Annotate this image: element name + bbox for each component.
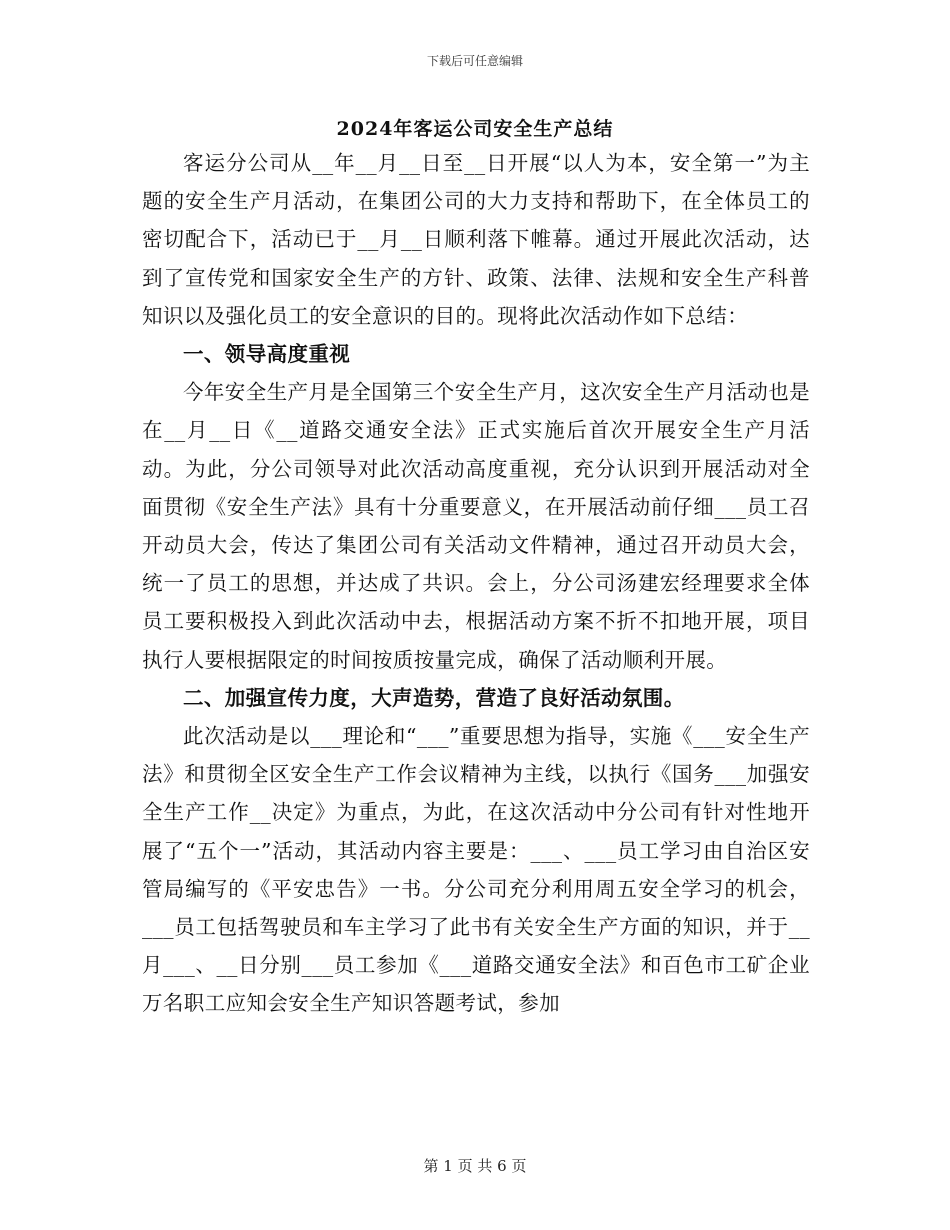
section-heading-1: 一、领导高度重视 xyxy=(183,342,351,367)
page-header-note: 下载后可任意编辑 xyxy=(426,54,523,68)
section-2-paragraph: 此次活动是以___理论和“___”重要思想为指导，实施《___安全生产法》和贯彻全区安全生产工作会议精神为主线，以执行《国务___加强安全生产工作__决定》为重点，为此，在这次活动中分公司有针对性地开展了“五个一”活动，其活动内容主要是：___、___员工学习由自治区安管局编写的《平安忠告》一书。分公司充分利用周五安全学习的机会，___员工包括驾驶员和车主学习了此书有关安全生产方面的知识，并于__月___、__日分别___员工参加《___道路交通安全法》和百色市工矿企业万名职工应知会安全生产知识答题考试，参加 xyxy=(142,724,810,1016)
page-number: 第 1 页 共 6 页 xyxy=(423,1157,527,1175)
section-1-paragraph: 今年安全生产月是全国第三个安全生产月，这次安全生产月活动也是在__月__日《__道路交通安全法》正式实施后首次开展安全生产月活动。为此，分公司领导对此次活动高度重视，充分认识到开展活动对全面贯彻《安全生产法》具有十分重要意义，在开展活动前仔细___员工召开动员大会，传达了集团公司有关活动文件精神，通过召开动员大会，统一了员工的思想，并达成了共识。会上，分公司汤建宏经理要求全体员工要积极投入到此次活动中去，根据活动方案不折不扣地开展，项目执行人要根据限定的时间按质按量完成，确保了活动顺利开展。 xyxy=(142,380,810,672)
section-heading-2: 二、加强宣传力度，大声造势，营造了良好活动氛围。 xyxy=(183,685,685,710)
document-body xyxy=(142,144,810,1023)
intro-paragraph: 客运分公司从__年__月__日至__日开展“以人为本，安全第一”为主题的安全生产月活动，在集团公司的大力支持和帮助下，在全体员工的密切配合下，活动已于__月__日顺利落下帷幕。通过开展此次活动，达到了宣传党和国家安全生产的方针、政策、法律、法规和安全生产科普知识以及强化员工的安全意识的目的。现将此次活动作如下总结： xyxy=(142,151,810,328)
document-title: 2024年客运公司安全生产总结 xyxy=(336,118,614,140)
